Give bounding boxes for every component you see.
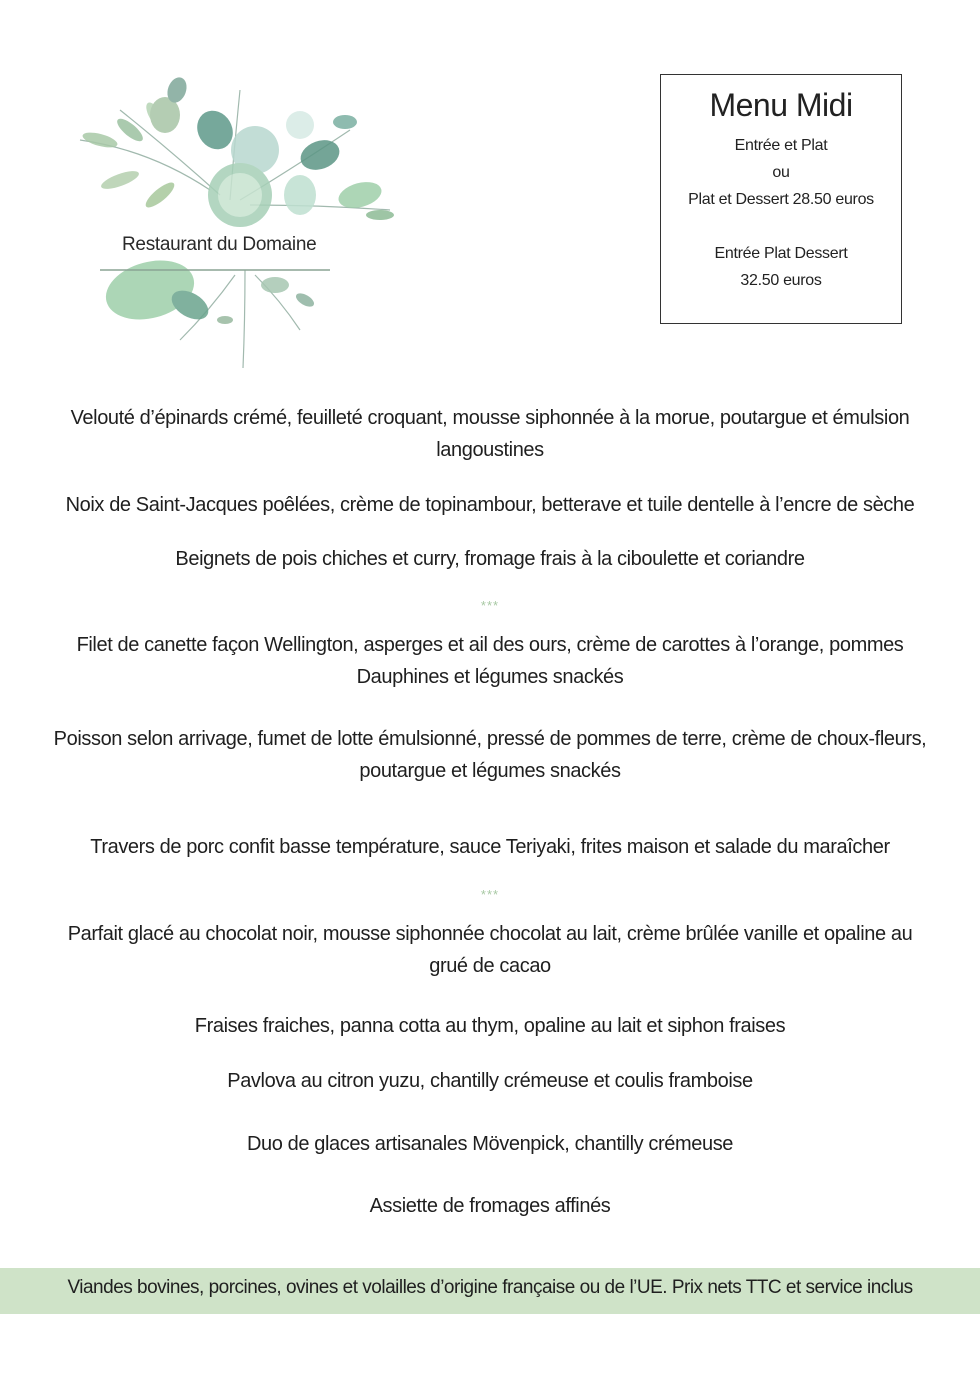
menu-line-ou: ou (772, 164, 790, 181)
dish-line: Poisson selon arrivage, fumet de lotte émulsionné, pressé de pommes de terre, crème de choux-fleurs, (53, 728, 927, 750)
footer-notice: Viandes bovines, porcines, ovines et volailles d’origine française ou de l’UE. Prix nets TTC et service inclus (67, 1277, 913, 1298)
dessert-glaces (40, 1128, 940, 1160)
dish-line: Assiette de fromages affinés (369, 1195, 611, 1217)
dessert-fraises (40, 1010, 940, 1042)
dish-line: Dauphines et légumes snackés (356, 666, 624, 688)
menu-title: Menu Midi (709, 87, 853, 123)
menu-line-entree-plat-dessert: Entrée Plat Dessert (714, 245, 848, 262)
restaurant-logo (60, 70, 410, 370)
dish-line: Travers de porc confit basse température, sauce Teriyaki, frites maison et salade du maraîcher (90, 836, 890, 858)
dish-line: Pavlova au citron yuzu, chantilly crémeuse et coulis framboise (227, 1070, 753, 1092)
dessert-pavlova (40, 1065, 940, 1097)
menu-line-full-price: 32.50 euros (740, 272, 822, 289)
restaurant-name: Restaurant du Domaine (122, 232, 342, 260)
dish-line: grué de cacao (429, 955, 551, 977)
dish-line: Duo de glaces artisanales Mövenpick, chantilly crémeuse (246, 1133, 734, 1155)
dessert-parfait (40, 918, 940, 982)
starter-saint-jacques (40, 489, 940, 521)
section-separator: *** (480, 598, 500, 613)
dish-line: Parfait glacé au chocolat noir, mousse siphonnée chocolat au lait, crème brûlée vanille et opaline au (67, 923, 913, 945)
dish-line: Fraises fraiches, panna cotta au thym, opaline au lait et siphon fraises (194, 1015, 786, 1037)
dessert-fromages (40, 1190, 940, 1222)
menu-midi-box (660, 74, 902, 324)
menu-line-plat-dessert-price: Plat et Dessert 28.50 euros (688, 191, 874, 208)
menu-line-entree-plat: Entrée et Plat (734, 137, 828, 154)
starter-veloute (40, 402, 940, 466)
section-separator: *** (480, 887, 500, 902)
main-poisson (40, 723, 940, 787)
dish-line: Beignets de pois chiches et curry, fromage frais à la ciboulette et coriandre (175, 548, 805, 570)
eucalyptus-illustration (60, 70, 410, 370)
main-canette (40, 629, 940, 693)
dish-line: Noix de Saint-Jacques poêlées, crème de topinambour, betterave et tuile dentelle à l’encre de sèche (65, 494, 915, 516)
dish-line: poutargue et légumes snackés (359, 760, 621, 782)
dish-line: langoustines (436, 439, 544, 461)
dish-line: Velouté d’épinards crémé, feuilleté croquant, mousse siphonnée à la morue, poutargue et émulsion (70, 407, 910, 429)
starter-beignets (40, 543, 940, 575)
main-travers-porc (40, 831, 940, 863)
dish-line: Filet de canette façon Wellington, asperges et ail des ours, crème de carottes à l’orange, pommes (76, 634, 904, 656)
